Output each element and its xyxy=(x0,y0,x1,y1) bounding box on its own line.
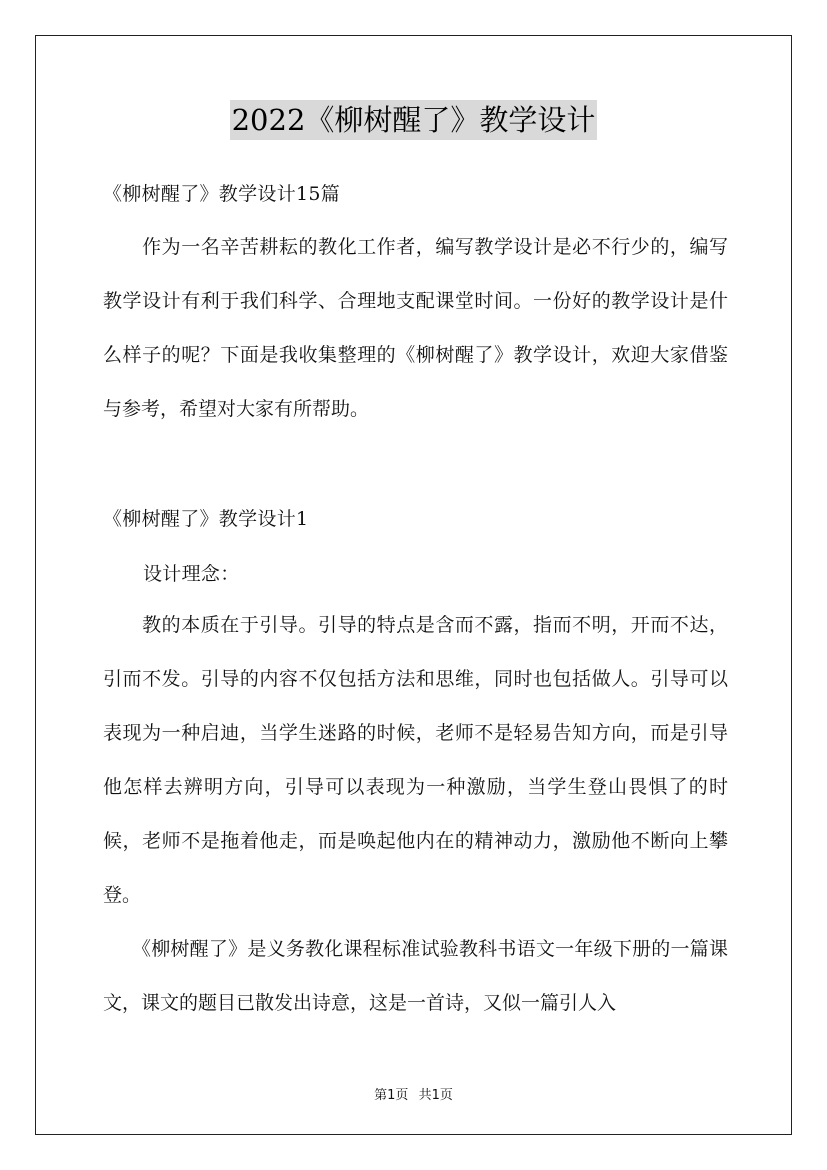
body-paragraph-1: 教的本质在于引导。引导的特点是含而不露，指而不明，开而不达，引而不发。引导的内容不仅包括方法和思维，同时也包括做人。引导可以表现为一种启迪，当学生迷路的时候，老师不是轻易告知方向，而是引导他怎样去辨明方向，引导可以表现为一种激励，当学生登山畏惧了的时候，老师不是拖着他走，而是唤起他内在的精神动力，激励他不断向上攀登。 xyxy=(103,614,728,906)
design-label: 设计理念： xyxy=(143,563,240,585)
document-title: 2022《柳树醒了》教学设计 xyxy=(230,100,598,140)
body-paragraph-2: 《柳树醒了》是义务教化课程标准试验教科书语文一年级下册的一篇课文，课文的题目已散发出诗意，这是一首诗，又似一篇引人入 xyxy=(103,938,728,1014)
page-total: 共1页 xyxy=(418,1088,453,1103)
page-footer xyxy=(0,1084,827,1103)
title-container xyxy=(0,100,827,140)
document-subtitle: 《柳树醒了》教学设计15篇 xyxy=(103,183,341,205)
section-heading: 《柳树醒了》教学设计1 xyxy=(103,508,309,530)
page-number: 第1页 xyxy=(374,1088,409,1103)
intro-paragraph: 作为一名辛苦耕耘的教化工作者，编写教学设计是必不行少的，编写教学设计有利于我们科学、合理地支配课堂时间。一份好的教学设计是什么样子的呢？下面是我收集整理的《柳树醒了》教学设计，欢迎大家借鉴与参考，希望对大家有所帮助。 xyxy=(103,236,728,420)
